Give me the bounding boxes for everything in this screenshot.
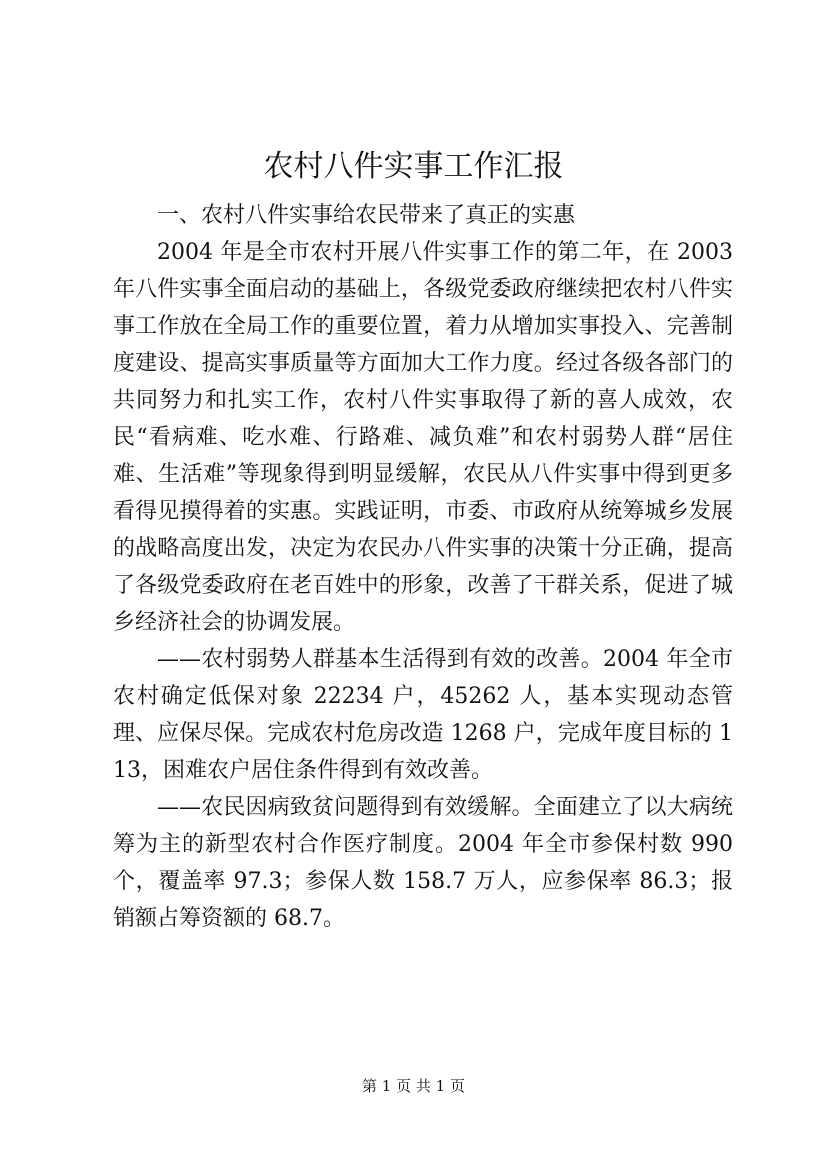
document-title: 农村八件实事工作汇报 xyxy=(263,149,564,184)
section-heading: 一、农村八件实事给农民带来了真正的实惠 xyxy=(157,203,576,228)
paragraph-vulnerable-groups: ——农村弱势人群基本生活得到有效的改善。2004 年全市农村确定低保对象 22234 户，45262 人，基本实现动态管理、应保尽保。完成农村危房改造 1268 户，完成年度目标的 113，困难农户居住条件得到有效改善。 xyxy=(113,647,733,783)
paragraph-medical-care: ——农民因病致贫问题得到有效缓解。全面建立了以大病统筹为主的新型农村合作医疗制度。2004 年全市参保村数 990 个，覆盖率 97.3；参保人数 158.7 万人，应参保率 86.3；报销额占筹资额的 68.7。 xyxy=(113,795,733,931)
paragraph-intro: 2004 年是全市农村开展八件实事工作的第二年，在 2003 年八件实事全面启动的基础上，各级党委政府继续把农村八件实事工作放在全局工作的重要位置，着力从增加实事投入、完善制度建设、提高实事质量等方面加大工作力度。经过各级各部门的共同努力和扎实工作，农村八件实事取得了新的喜人成效，农民“看病难、吃水难、行路难、减负难”和农村弱势人群“居住难、生活难”等现象得到明显缓解，农民从八件实事中得到更多看得见摸得着的实惠。实践证明，市委、市政府从统筹城乡发展的战略高度出发，决定为农民办八件实事的决策十分正确，提高了各级党委政府在老百姓中的形象，改善了干群关系，促进了城乡经济社会的协调发展。 xyxy=(113,240,733,635)
document-body xyxy=(113,197,733,937)
page-footer: 第 1 页 共 1 页 xyxy=(362,1077,465,1095)
